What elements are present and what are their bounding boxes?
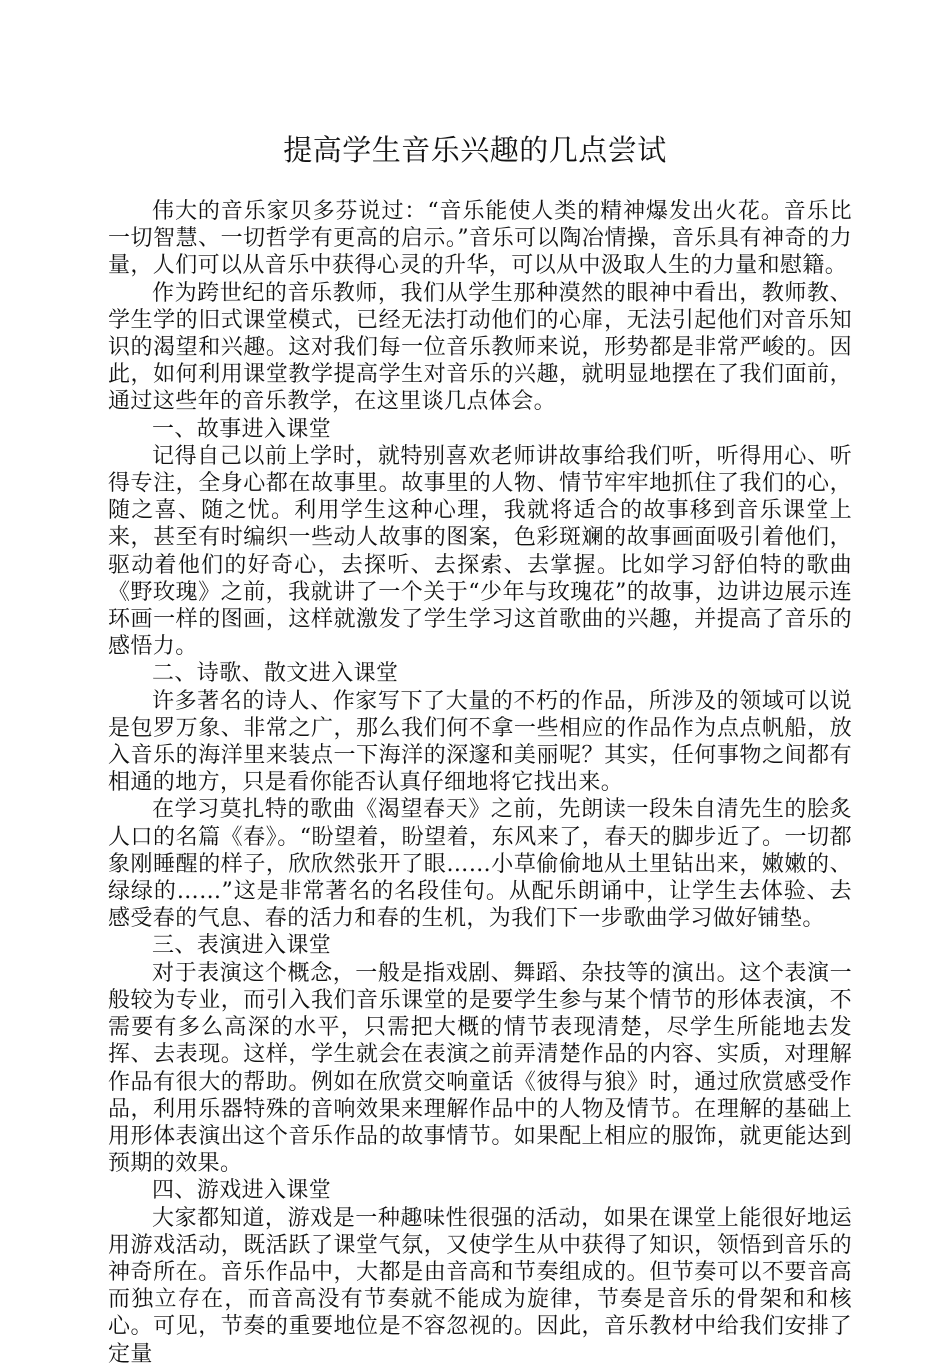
- section-poetry-paragraph-2: 在学习莫扎特的歌曲《渴望春天》之前，先朗读一段朱自清先生的脍炙人口的名篇《春》。“盼望着，盼望着，东风来了，春天的脚步近了。一切都象刚睡醒的样子，欣欣然张开了眼……小草偷偷地从土里钻出来，嫩嫩的、绿绿的……”这是非常著名的名段佳句。从配乐朗诵中，让学生去体验、去感受春的气息、春的活力和春的生机，为我们下一步歌曲学习做好铺垫。: [108, 797, 852, 932]
- intro-paragraph-1: 伟大的音乐家贝多芬说过：“音乐能使人类的精神爆发出火花。音乐比一切智慧、一切哲学有更高的启示。”音乐可以陶冶情操，音乐具有神奇的力量，人们可以从音乐中获得心灵的升华，可以从中汲取人生的力量和慰籍。: [108, 199, 852, 279]
- document-body: [108, 198, 852, 1368]
- section-heading-games: 四、游戏进入课堂: [152, 1178, 332, 1204]
- document-title: 提高学生音乐兴趣的几点尝试: [283, 133, 667, 167]
- section-games-paragraph-1: 大家都知道，游戏是一种趣味性很强的活动，如果在课堂上能很好地运用游戏活动，既活跃了课堂气氛，又使学生从中获得了知识，领悟到音乐的神奇所在。音乐作品中，大都是由音高和节奏组成的。但节奏可以不要音高而独立存在，而音高没有节奏就不能成为旋律，节奏是音乐的骨架和和核心。可见，节奏的重要地位是不容忽视的。因此，音乐教材中给我们安排了定量: [108, 1205, 852, 1367]
- intro-paragraph-2: 作为跨世纪的音乐教师，我们从学生那种漠然的眼神中看出，教师教、学生学的旧式课堂模式，已经无法打动他们的心扉，无法引起他们对音乐知识的渴望和兴趣。这对我们每一位音乐教师来说，形势都是非常严峻的。因此，如何利用课堂教学提高学生对音乐的兴趣，就明显地摆在了我们面前，通过这些年的音乐教学，在这里谈几点体会。: [108, 280, 852, 415]
- section-story-paragraph-1: 记得自己以前上学时，就特别喜欢老师讲故事给我们听，听得用心、听得专注，全身心都在故事里。故事里的人物、情节牢牢地抓住了我们的心，随之喜、随之忧。利用学生这种心理，我就将适合的故事移到音乐课堂上来，甚至有时编织一些动人故事的图案，色彩斑斓的故事画面吸引着他们，驱动着他们的好奇心，去探听、去探索、去掌握。比如学习舒伯特的歌曲《野玫瑰》之前，我就讲了一个关于“少年与玫瑰花”的故事，边讲边展示连环画一样的图画，这样就激发了学生学习这首歌曲的兴趣，并提高了音乐的感悟力。: [108, 443, 852, 660]
- section-poetry-paragraph-1: 许多著名的诗人、作家写下了大量的不朽的作品，所涉及的领域可以说是包罗万象、非常之广，那么我们何不拿一些相应的作品作为点点帆船，放入音乐的海洋里来装点一下海洋的深邃和美丽呢？其实，任何事物之间都有相通的地方，只是看你能否认真仔细地将它找出来。: [108, 688, 852, 796]
- section-performance-paragraph-1: 对于表演这个概念，一般是指戏剧、舞蹈、杂技等的演出。这个表演一般较为专业，而引入我们音乐课堂的是要学生参与某个情节的形体表演，不需要有多么高深的水平，只需把大概的情节表现清楚，尽学生所能地去发挥、去表现。这样，学生就会在表演之前弄清楚作品的内容、实质，对理解作品有很大的帮助。例如在欣赏交响童话《彼得与狼》时，通过欣赏感受作品，利用乐器特殊的音响效果来理解作品中的人物及情节。在理解的基础上用形体表演出这个音乐作品的故事情节。如果配上相应的服饰，就更能达到预期的效果。: [108, 960, 852, 1177]
- section-heading-performance: 三、表演进入课堂: [152, 933, 332, 959]
- section-heading-poetry: 二、诗歌、散文进入课堂: [152, 661, 399, 687]
- section-heading-story: 一、故事进入课堂: [152, 416, 332, 442]
